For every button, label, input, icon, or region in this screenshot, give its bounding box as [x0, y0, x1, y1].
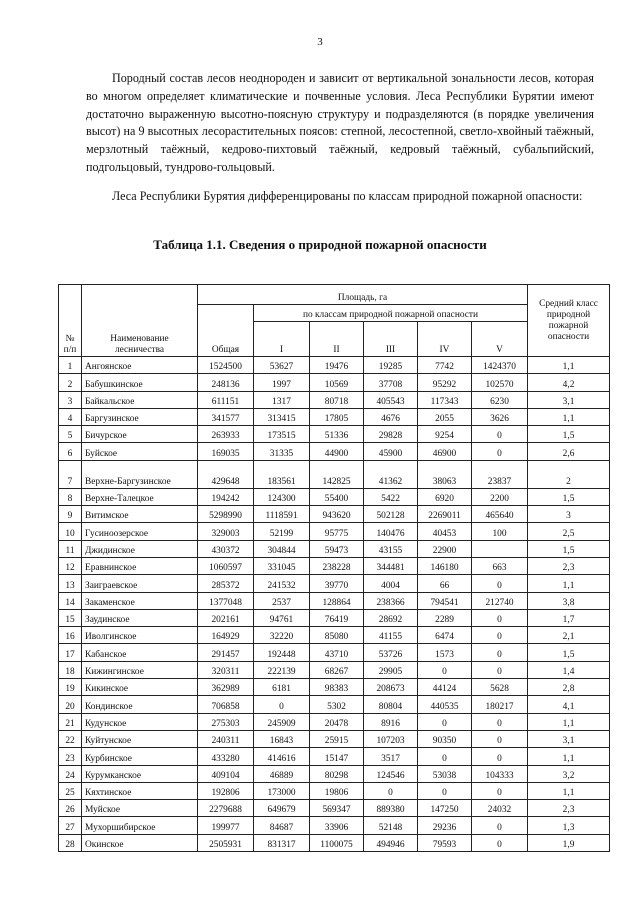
table-cell: 117343: [418, 391, 472, 408]
table-cell: Окинское: [82, 834, 198, 851]
table-cell: 405543: [364, 391, 418, 408]
table-cell: 29236: [418, 817, 472, 834]
table-cell: 19806: [310, 782, 364, 799]
table-row: [59, 782, 610, 799]
table-cell: 4,2: [528, 374, 610, 391]
table-cell: 494946: [364, 834, 418, 851]
table-cell: 465640: [472, 506, 528, 523]
table-cell: 28: [59, 834, 82, 851]
table-cell: 25915: [310, 730, 364, 747]
table-cell: 52199: [254, 523, 310, 540]
table-cell: 241532: [254, 575, 310, 592]
table-cell: Ангоянское: [82, 357, 198, 374]
table-row: [59, 817, 610, 834]
table-cell: 1,1: [528, 748, 610, 765]
table-cell: 12: [59, 557, 82, 574]
table-cell: 3626: [472, 408, 528, 425]
table-cell: Закаменское: [82, 592, 198, 609]
table-row: [59, 575, 610, 592]
table-cell: 5422: [364, 488, 418, 505]
table-cell: Кабанское: [82, 644, 198, 661]
table-cell: 95292: [418, 374, 472, 391]
table-row: [59, 426, 610, 443]
table-cell: 409104: [198, 765, 254, 782]
table-cell: Курбинское: [82, 748, 198, 765]
table-cell: 140476: [364, 523, 418, 540]
table-cell: 53726: [364, 644, 418, 661]
table-cell: 1997: [254, 374, 310, 391]
table-cell: 1,1: [528, 408, 610, 425]
table-cell: 1,5: [528, 644, 610, 661]
header-num: № п/п: [59, 285, 82, 357]
table-cell: 21: [59, 713, 82, 730]
table-cell: 33906: [310, 817, 364, 834]
table-row: [59, 374, 610, 391]
table-cell: 2: [528, 460, 610, 488]
table-cell: 45900: [364, 443, 418, 460]
table-cell: Гусиноозерское: [82, 523, 198, 540]
header-class-i: I: [254, 322, 310, 357]
header-class-v: V: [472, 322, 528, 357]
table-cell: 41362: [364, 460, 418, 488]
table-cell: 943620: [310, 506, 364, 523]
table-cell: 0: [418, 661, 472, 678]
table-cell: 1524500: [198, 357, 254, 374]
table-row: [59, 523, 610, 540]
table-cell: 147250: [418, 800, 472, 817]
table-cell: 80804: [364, 696, 418, 713]
table-cell: 173515: [254, 426, 310, 443]
table-cell: 275303: [198, 713, 254, 730]
table-cell: 7: [59, 460, 82, 488]
table-cell: Буйское: [82, 443, 198, 460]
table-row: [59, 540, 610, 557]
table-cell: 39770: [310, 575, 364, 592]
table-cell: 164929: [198, 627, 254, 644]
table-cell: 0: [472, 713, 528, 730]
page-number: 3: [317, 36, 323, 48]
table-cell: 238366: [364, 592, 418, 609]
table-cell: 4676: [364, 408, 418, 425]
table-cell: 2269011: [418, 506, 472, 523]
table-row: [59, 834, 610, 851]
table-cell: 55400: [310, 488, 364, 505]
table-cell: Кижингинское: [82, 661, 198, 678]
table-cell: 183561: [254, 460, 310, 488]
table-cell: 79593: [418, 834, 472, 851]
table-cell: 1060597: [198, 557, 254, 574]
table-cell: 95775: [310, 523, 364, 540]
table-cell: 1: [59, 357, 82, 374]
table-cell: 240311: [198, 730, 254, 747]
table-cell: 1,1: [528, 575, 610, 592]
table-cell: 2200: [472, 488, 528, 505]
table-cell: 107203: [364, 730, 418, 747]
table-cell: 124546: [364, 765, 418, 782]
table-cell: 2,3: [528, 557, 610, 574]
table-cell: 1,5: [528, 540, 610, 557]
table-cell: 6230: [472, 391, 528, 408]
table-body: [59, 357, 610, 852]
table-cell: 84687: [254, 817, 310, 834]
table-cell: 199977: [198, 817, 254, 834]
table-cell: 124300: [254, 488, 310, 505]
table-cell: 341577: [198, 408, 254, 425]
table-cell: 44124: [418, 679, 472, 696]
table-row: [59, 357, 610, 374]
table-cell: 313415: [254, 408, 310, 425]
table-cell: 20: [59, 696, 82, 713]
table-cell: 31335: [254, 443, 310, 460]
table-cell: 1,9: [528, 834, 610, 851]
table-cell: Верхне-Талецкое: [82, 488, 198, 505]
table-cell: Кикинское: [82, 679, 198, 696]
table-cell: 1,5: [528, 488, 610, 505]
table-cell: 0: [364, 782, 418, 799]
table-cell: 0: [472, 661, 528, 678]
table-row: [59, 765, 610, 782]
table-cell: 1,1: [528, 713, 610, 730]
table-cell: 440535: [418, 696, 472, 713]
table-cell: 41155: [364, 627, 418, 644]
table-cell: 13: [59, 575, 82, 592]
table-cell: 52148: [364, 817, 418, 834]
table-row: [59, 627, 610, 644]
table-cell: 28692: [364, 609, 418, 626]
table-cell: 1,4: [528, 661, 610, 678]
table-cell: 18: [59, 661, 82, 678]
table-cell: 15147: [310, 748, 364, 765]
table-cell: 245909: [254, 713, 310, 730]
table-cell: 90350: [418, 730, 472, 747]
table-cell: 94761: [254, 609, 310, 626]
table-cell: 3,1: [528, 391, 610, 408]
table-row: [59, 679, 610, 696]
table-cell: 2279688: [198, 800, 254, 817]
table-cell: 1,1: [528, 782, 610, 799]
table-cell: 19285: [364, 357, 418, 374]
table-cell: 362989: [198, 679, 254, 696]
header-class-iii: III: [364, 322, 418, 357]
table-cell: 192806: [198, 782, 254, 799]
table-cell: 2,8: [528, 679, 610, 696]
table-cell: 304844: [254, 540, 310, 557]
table-cell: Заудинское: [82, 609, 198, 626]
table-cell: 202161: [198, 609, 254, 626]
table-cell: 1317: [254, 391, 310, 408]
table-cell: Витимское: [82, 506, 198, 523]
table-row: [59, 408, 610, 425]
table-cell: 285372: [198, 575, 254, 592]
table-cell: 3: [59, 391, 82, 408]
table-cell: 2505931: [198, 834, 254, 851]
table-cell: Баргузинское: [82, 408, 198, 425]
table-cell: 0: [472, 575, 528, 592]
table-cell: Кондинское: [82, 696, 198, 713]
table-cell: 889380: [364, 800, 418, 817]
table-cell: 0: [472, 627, 528, 644]
table-cell: 6181: [254, 679, 310, 696]
table-cell: 59473: [310, 540, 364, 557]
table-cell: 1424370: [472, 357, 528, 374]
table-cell: 23837: [472, 460, 528, 488]
header-avg-class: Средний класс природной пожарной опасности: [528, 285, 610, 357]
table-cell: 344481: [364, 557, 418, 574]
table-cell: 0: [472, 609, 528, 626]
table-cell: 0: [472, 426, 528, 443]
table-cell: 7742: [418, 357, 472, 374]
table-row: [59, 748, 610, 765]
table-cell: 32220: [254, 627, 310, 644]
table-cell: 3,8: [528, 592, 610, 609]
table-cell: 6920: [418, 488, 472, 505]
table-cell: 1100075: [310, 834, 364, 851]
table-cell: 76419: [310, 609, 364, 626]
table-cell: Бабушкинское: [82, 374, 198, 391]
table-cell: 3,2: [528, 765, 610, 782]
table-cell: 17805: [310, 408, 364, 425]
table-cell: 27: [59, 817, 82, 834]
table-cell: 3517: [364, 748, 418, 765]
table-cell: 2: [59, 374, 82, 391]
table-cell: 104333: [472, 765, 528, 782]
table-cell: 0: [472, 782, 528, 799]
table-cell: 831317: [254, 834, 310, 851]
table-cell: 24: [59, 765, 82, 782]
table-cell: Мухоршибирское: [82, 817, 198, 834]
table-cell: 169035: [198, 443, 254, 460]
header-area: Площадь, га: [198, 285, 528, 305]
table-row: [59, 713, 610, 730]
table-cell: 98383: [310, 679, 364, 696]
table-cell: 0: [472, 834, 528, 851]
table-cell: 20478: [310, 713, 364, 730]
table-row: [59, 488, 610, 505]
table-cell: 663: [472, 557, 528, 574]
table-cell: 5302: [310, 696, 364, 713]
table-row: [59, 696, 610, 713]
table-row: [59, 609, 610, 626]
table-row: [59, 661, 610, 678]
table-cell: 9254: [418, 426, 472, 443]
table-cell: 0: [472, 748, 528, 765]
table-cell: 66: [418, 575, 472, 592]
table-cell: Куйтунское: [82, 730, 198, 747]
table-cell: 320311: [198, 661, 254, 678]
table-row: [59, 443, 610, 460]
table-cell: 173000: [254, 782, 310, 799]
table-cell: 208673: [364, 679, 418, 696]
table-cell: 222139: [254, 661, 310, 678]
table-cell: 192448: [254, 644, 310, 661]
table-cell: 23: [59, 748, 82, 765]
table-cell: 212740: [472, 592, 528, 609]
table-cell: 43710: [310, 644, 364, 661]
table-cell: 51336: [310, 426, 364, 443]
table-cell: Курумканское: [82, 765, 198, 782]
table-cell: 1573: [418, 644, 472, 661]
table-cell: 68267: [310, 661, 364, 678]
table-cell: 46889: [254, 765, 310, 782]
table-cell: 3,1: [528, 730, 610, 747]
table-cell: 4: [59, 408, 82, 425]
table-row: [59, 800, 610, 817]
table-cell: [472, 540, 528, 557]
table-cell: 430372: [198, 540, 254, 557]
table-cell: 15: [59, 609, 82, 626]
table-cell: Байкальское: [82, 391, 198, 408]
table-cell: 0: [472, 644, 528, 661]
table-row: [59, 644, 610, 661]
table-cell: 38063: [418, 460, 472, 488]
table-cell: 569347: [310, 800, 364, 817]
table-title: Таблица 1.1. Сведения о природной пожарной опасности: [153, 237, 487, 252]
table-cell: Кудунское: [82, 713, 198, 730]
table-cell: 16843: [254, 730, 310, 747]
table-cell: 43155: [364, 540, 418, 557]
table-cell: 8916: [364, 713, 418, 730]
table-cell: Бичурское: [82, 426, 198, 443]
header-class-ii: II: [310, 322, 364, 357]
table-cell: 794541: [418, 592, 472, 609]
table-cell: Еравнинское: [82, 557, 198, 574]
table-cell: 19476: [310, 357, 364, 374]
paragraph-forest-zones: Породный состав лесов неоднороден и зависит от вертикальной зональности лесов, которая во многом определяет климатические и почвенные условия. Леса Республики Бурятии имеют достаточно выраженную высотно-поясную структуру и подразделяются (в порядке увеличения высот) на 9 высотных лесорастительных поясов: степной, лесостепной, светло-хвойный таёжный, мерзлотный таёжный, кедрово-пихтовый таёжный, кедровый таёжный, субальпийский, подгольцовый, тундрово-гольцовый.: [86, 71, 594, 174]
table-cell: Муйское: [82, 800, 198, 817]
header-class-iv: IV: [418, 322, 472, 357]
table-cell: 429648: [198, 460, 254, 488]
table-cell: 4,1: [528, 696, 610, 713]
table-cell: 1118591: [254, 506, 310, 523]
table-cell: 263933: [198, 426, 254, 443]
table-cell: 2289: [418, 609, 472, 626]
table-cell: 25: [59, 782, 82, 799]
table-cell: 53627: [254, 357, 310, 374]
table-cell: 14: [59, 592, 82, 609]
table-cell: 611151: [198, 391, 254, 408]
table-row: [59, 730, 610, 747]
table-cell: 40453: [418, 523, 472, 540]
table-cell: 3: [528, 506, 610, 523]
table-cell: 0: [472, 443, 528, 460]
table-row: [59, 460, 610, 488]
table-cell: 44900: [310, 443, 364, 460]
table-cell: 10569: [310, 374, 364, 391]
table-cell: Верхне-Баргузинское: [82, 460, 198, 488]
header-by-class: по классам природной пожарной опасности: [254, 305, 528, 322]
table-cell: 180217: [472, 696, 528, 713]
table-cell: 0: [472, 730, 528, 747]
table-row: [59, 506, 610, 523]
table-cell: 248136: [198, 374, 254, 391]
table-cell: 146180: [418, 557, 472, 574]
table-cell: 414616: [254, 748, 310, 765]
table-cell: 142825: [310, 460, 364, 488]
table-cell: 1,7: [528, 609, 610, 626]
table-cell: 194242: [198, 488, 254, 505]
table-row: [59, 391, 610, 408]
table-cell: 1,3: [528, 817, 610, 834]
table-cell: 1377048: [198, 592, 254, 609]
table-cell: 329003: [198, 523, 254, 540]
table-cell: 22: [59, 730, 82, 747]
table-cell: 1,1: [528, 357, 610, 374]
table-cell: 6: [59, 443, 82, 460]
table-cell: 706858: [198, 696, 254, 713]
table-cell: 16: [59, 627, 82, 644]
table-cell: 10: [59, 523, 82, 540]
table-cell: 128864: [310, 592, 364, 609]
table-cell: 2,3: [528, 800, 610, 817]
table-cell: 2055: [418, 408, 472, 425]
table-cell: 37708: [364, 374, 418, 391]
table-cell: 2,6: [528, 443, 610, 460]
table-row: [59, 592, 610, 609]
table-cell: 0: [418, 782, 472, 799]
table-cell: 238228: [310, 557, 364, 574]
table-cell: 4004: [364, 575, 418, 592]
table-cell: 29905: [364, 661, 418, 678]
table-cell: 0: [472, 817, 528, 834]
table-cell: 53038: [418, 765, 472, 782]
table-cell: 102570: [472, 374, 528, 391]
table-cell: Кяхтинское: [82, 782, 198, 799]
table-cell: 1,5: [528, 426, 610, 443]
table-cell: 331045: [254, 557, 310, 574]
table-cell: 19: [59, 679, 82, 696]
table-cell: 29828: [364, 426, 418, 443]
table-cell: 0: [254, 696, 310, 713]
table-cell: 9: [59, 506, 82, 523]
table-cell: 0: [418, 713, 472, 730]
table-cell: 433280: [198, 748, 254, 765]
table-cell: 100: [472, 523, 528, 540]
fire-danger-table: [58, 284, 610, 852]
table-cell: 26: [59, 800, 82, 817]
table-cell: Заиграевское: [82, 575, 198, 592]
table-cell: 46900: [418, 443, 472, 460]
table-cell: Иволгинское: [82, 627, 198, 644]
table-row: [59, 557, 610, 574]
table-cell: 80718: [310, 391, 364, 408]
table-cell: 291457: [198, 644, 254, 661]
table-cell: 11: [59, 540, 82, 557]
table-cell: Джидинское: [82, 540, 198, 557]
table-cell: 80298: [310, 765, 364, 782]
table-cell: 2537: [254, 592, 310, 609]
table-cell: 6474: [418, 627, 472, 644]
table-cell: 2,5: [528, 523, 610, 540]
table-cell: 85080: [310, 627, 364, 644]
table-cell: 8: [59, 488, 82, 505]
table-cell: 22900: [418, 540, 472, 557]
table-cell: 5298990: [198, 506, 254, 523]
table-cell: 2,1: [528, 627, 610, 644]
table-cell: 24032: [472, 800, 528, 817]
header-total: Общая: [198, 305, 254, 357]
table-cell: 5628: [472, 679, 528, 696]
table-cell: 502128: [364, 506, 418, 523]
table-cell: 5: [59, 426, 82, 443]
header-name: Наименование лесничества: [82, 285, 198, 357]
table-cell: 649679: [254, 800, 310, 817]
paragraph-fire-classes: Леса Республики Бурятия дифференцированы по классам природной пожарной опасности:: [112, 189, 583, 203]
table-cell: 0: [418, 748, 472, 765]
table-cell: 17: [59, 644, 82, 661]
